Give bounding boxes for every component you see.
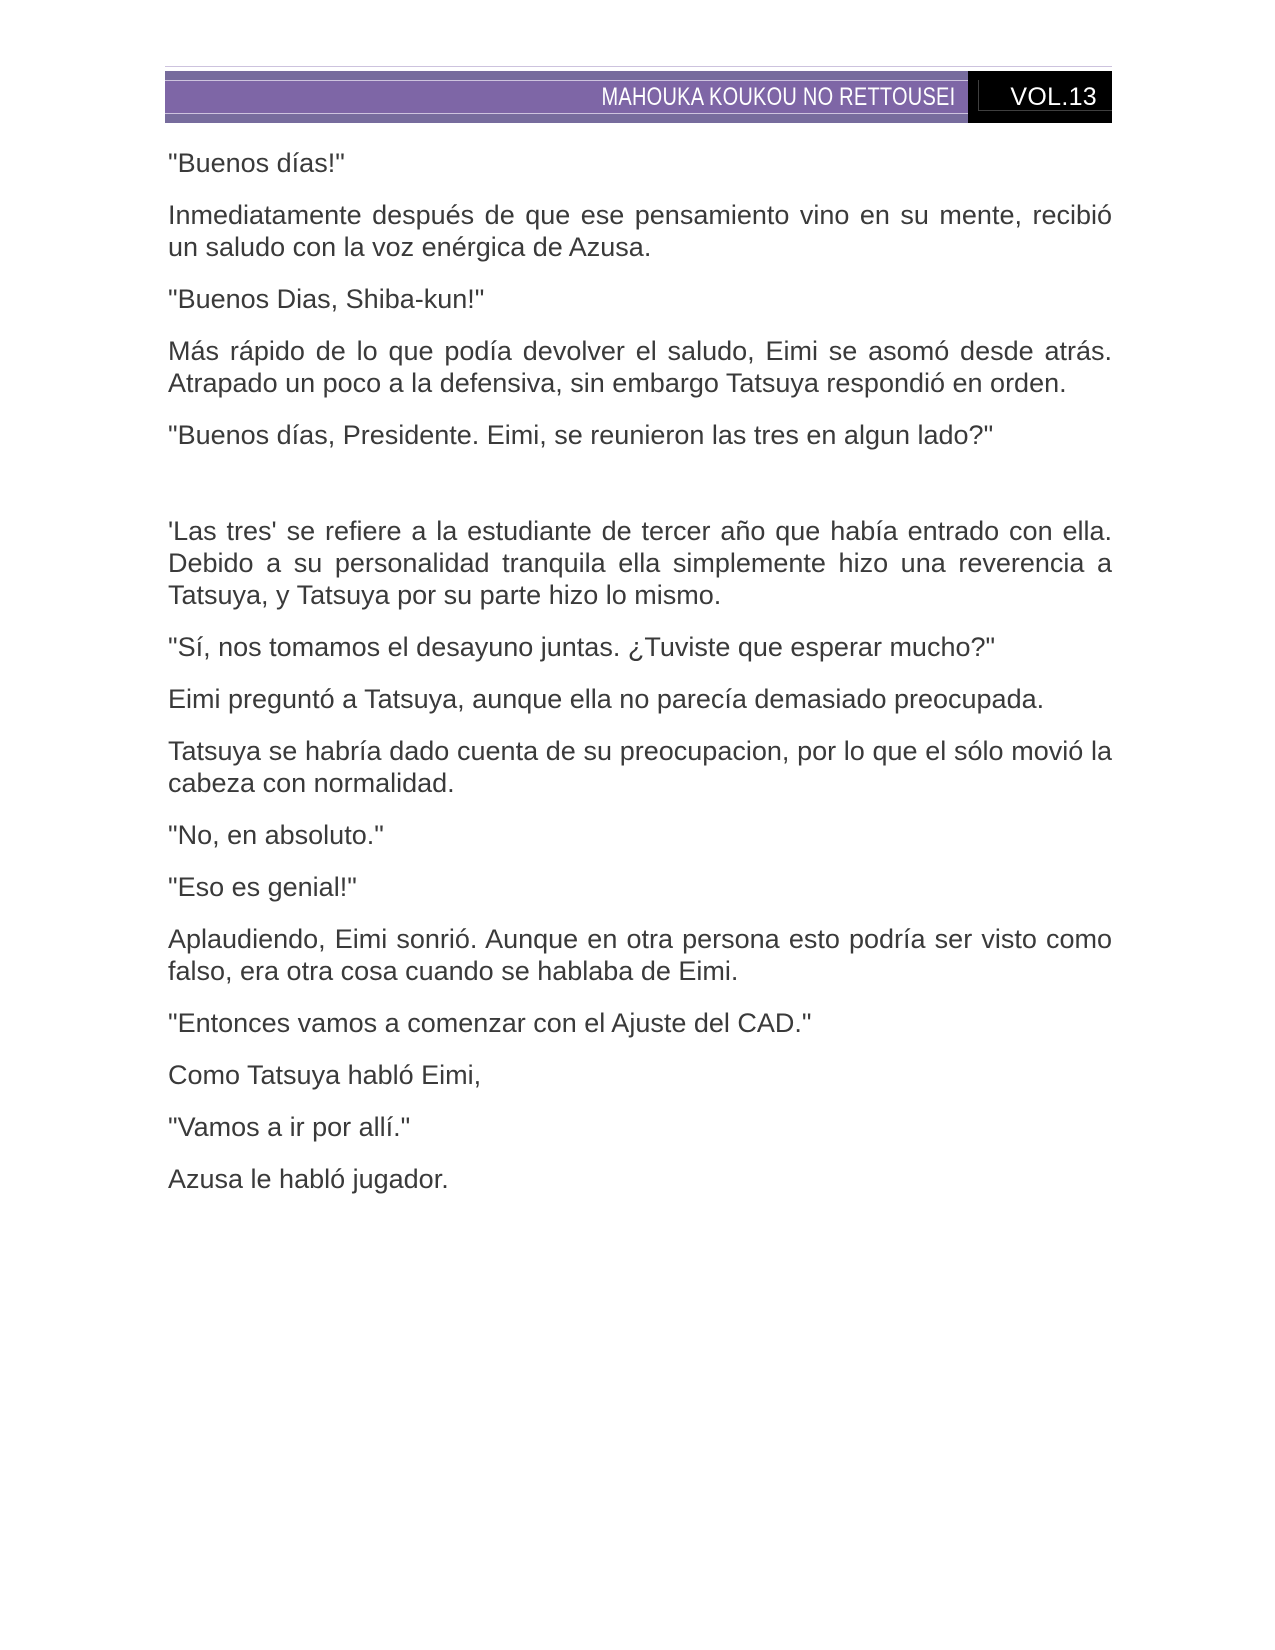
paragraph: 'Las tres' se refiere a la estudiante de tercer año que había entrado con ella. Debido a su personalidad tranquila ella simplemente hizo una reverencia a Tatsuya, y Tatsuya por su parte hizo lo mismo. bbox=[168, 516, 1112, 610]
volume-badge bbox=[968, 71, 1112, 123]
volume-label: VOL.13 bbox=[1010, 82, 1097, 111]
paragraph: "Buenos días, Presidente. Eimi, se reunieron las tres en algun lado?" bbox=[168, 420, 994, 450]
title-banner bbox=[165, 71, 968, 123]
paragraph: "Vamos a ir por allí." bbox=[168, 1112, 411, 1142]
header-banner-row bbox=[165, 71, 1112, 123]
paragraph: "No, en absoluto." bbox=[168, 820, 384, 850]
paragraph: Eimi preguntó a Tatsuya, aunque ella no parecía demasiado preocupada. bbox=[168, 684, 1045, 714]
paragraph: Tatsuya se habría dado cuenta de su preocupacion, por lo que el sólo movió la cabeza con normalidad. bbox=[168, 736, 1112, 798]
blank-paragraph bbox=[168, 471, 1112, 495]
series-title: MAHOUKA KOUKOU NO RETTOUSEI bbox=[601, 82, 955, 111]
paragraph: Más rápido de lo que podía devolver el saludo, Eimi se asomó desde atrás. Atrapado un poco a la defensiva, sin embargo Tatsuya respondió en orden. bbox=[168, 336, 1112, 398]
page-header bbox=[165, 66, 1112, 123]
story-text bbox=[168, 147, 1112, 1215]
paragraph: Aplaudiendo, Eimi sonrió. Aunque en otra persona esto podría ser visto como falso, era otra cosa cuando se hablaba de Eimi. bbox=[168, 924, 1112, 986]
paragraph: "Buenos Dias, Shiba-kun!" bbox=[168, 284, 485, 314]
paragraph: Azusa le habló jugador. bbox=[168, 1164, 449, 1194]
paragraph: "Eso es genial!" bbox=[168, 872, 357, 902]
paragraph: Inmediatamente después de que ese pensamiento vino en su mente, recibió un saludo con la voz enérgica de Azusa. bbox=[168, 200, 1112, 262]
paragraph: "Entonces vamos a comenzar con el Ajuste del CAD." bbox=[168, 1008, 812, 1038]
paragraph: "Buenos días!" bbox=[168, 148, 345, 178]
header-top-rule bbox=[165, 66, 1112, 67]
paragraph: "Sí, nos tomamos el desayuno juntas. ¿Tuviste que esperar mucho?" bbox=[168, 632, 996, 662]
paragraph: Como Tatsuya habló Eimi, bbox=[168, 1060, 482, 1090]
